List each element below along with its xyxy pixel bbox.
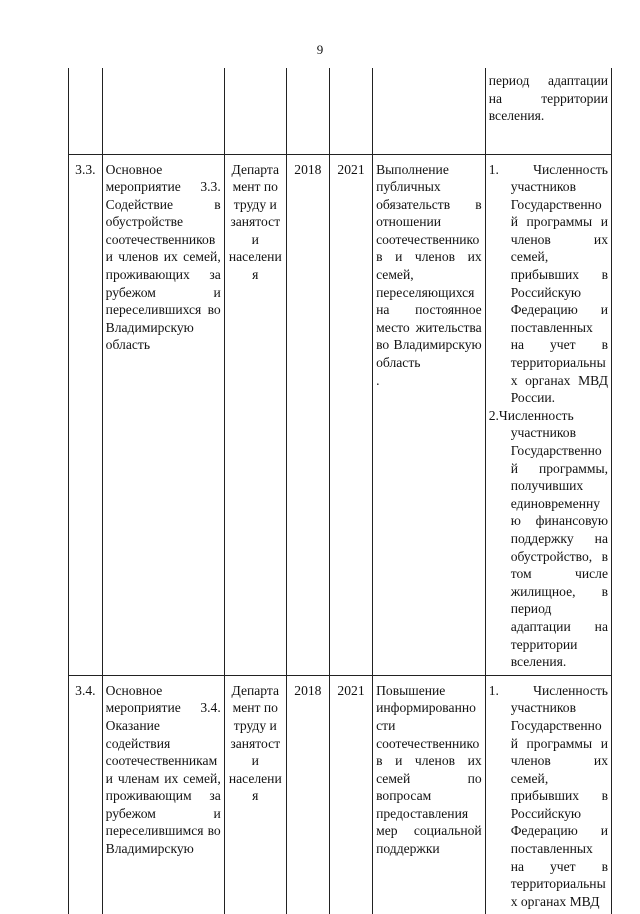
- indicator-tail-text: период адаптации на территории вселения.: [488, 73, 608, 124]
- expected-result: [373, 154, 486, 675]
- responsible-executor: Департамент по труду и занятости населения: [224, 154, 286, 675]
- cell-indicator: [485, 68, 611, 154]
- expected-result-tail: .: [376, 372, 380, 388]
- cell-responsible: [224, 68, 286, 154]
- start-year: 2018: [286, 675, 329, 914]
- table-row-3-4: [69, 675, 612, 914]
- indicator-2: 2.Численность участников Государственной программы, получивших единовременную финансовую поддержку на обустройство, в том числе жилищное, в период адаптации на территории вселения.: [488, 407, 608, 670]
- table-row-3-3: [69, 154, 612, 675]
- activity-name: Основное мероприятие 3.4. Оказание содействия соотечественникам и членам их семей, проживающим за рубежом и переселившимся во Владимирскую: [102, 675, 224, 914]
- cell-number: [69, 68, 103, 154]
- end-year: 2021: [329, 675, 372, 914]
- indicator-1: 1. Численность участников Государственной программы и членов их семей, прибывших в Российскую Федерацию и поставленных на учет в территориальных органах МВД: [488, 682, 608, 909]
- cell-start-year: [286, 68, 329, 154]
- table-row-continuation: [69, 68, 612, 154]
- end-year: 2021: [329, 154, 372, 675]
- indicator-1: 1. Численность участников Государственной программы и членов их семей, прибывших в Российскую Федерацию и поставленных на учет в территориальных органах МВД России.: [488, 161, 608, 406]
- cell-result: [373, 68, 486, 154]
- row-number: 3.4.: [69, 675, 103, 914]
- indicators: [485, 675, 611, 914]
- cell-name: [102, 68, 224, 154]
- indicators: [485, 154, 611, 675]
- responsible-executor: Департамент по труду и занятости населения: [224, 675, 286, 914]
- start-year: 2018: [286, 154, 329, 675]
- row-number: 3.3.: [69, 154, 103, 675]
- program-activities-table: [68, 68, 612, 914]
- page-number: 9: [316, 42, 324, 57]
- activity-name: Основное мероприятие 3.3. Содействие в обустройстве соотечественников и членов их семей, проживающих за рубежом и переселившихся во Владимирскую область: [102, 154, 224, 675]
- cell-end-year: [329, 68, 372, 154]
- expected-result: Повышение информированности соотечественников и членов их семей по вопросам предоставления мер социальной поддержки: [373, 675, 486, 914]
- expected-result-text: Выполнение публичных обязательств в отношении соотечественников и членов их семей, переселяющихся на постоянное место жительства во Владимирскую область: [376, 161, 482, 371]
